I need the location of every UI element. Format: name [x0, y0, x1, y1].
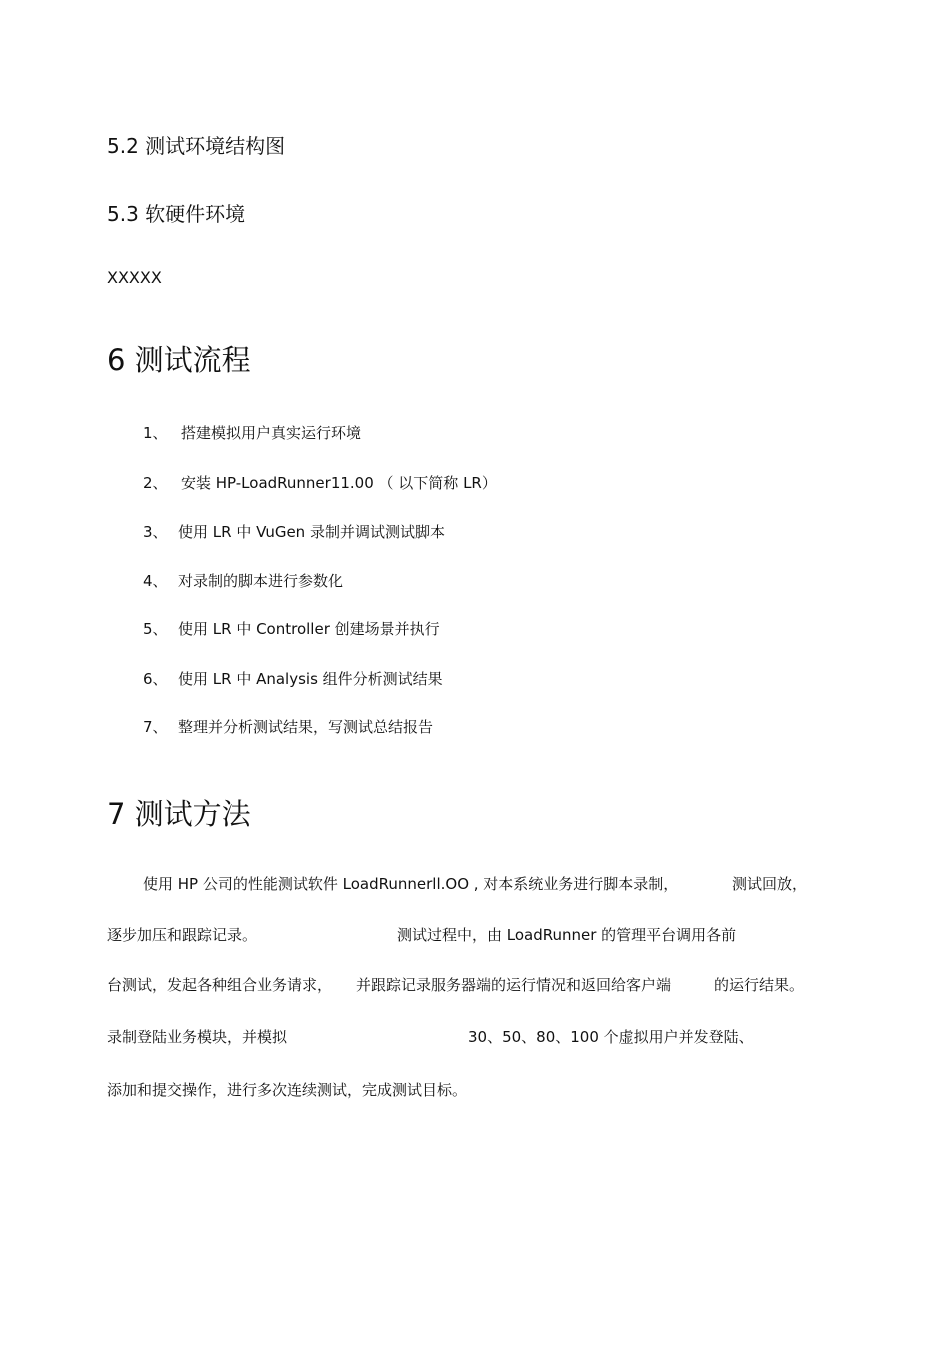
- paragraph-line-fragment: 测试回放，: [732, 875, 808, 893]
- list-item-number: 4、: [143, 572, 168, 590]
- paragraph-line: 使用 HP 公司的性能测试软件 LoadRunnerll.OO , 对本系统业务进行脚本录制，: [143, 875, 679, 893]
- section-heading-5-3: 5.3 软硬件环境: [107, 202, 246, 226]
- chapter-heading-7: 7 测试方法: [107, 797, 251, 831]
- list-item-text: 对录制的脚本进行参数化: [178, 572, 344, 590]
- paragraph-line-fragment: 并跟踪记录服务器端的运行情况和返回给客户端: [356, 976, 672, 994]
- list-item-number: 1、: [143, 424, 168, 442]
- list-item-text: 安装 HP-LoadRunner11.00 （ 以下简称 LR）: [181, 474, 497, 492]
- list-item-number: 5、: [143, 620, 168, 638]
- list-item-text: 整理并分析测试结果，写测试总结报告: [178, 718, 434, 736]
- paragraph-line-fragment: 30、50、80、100 个虚拟用户并发登陆、: [468, 1028, 754, 1046]
- list-item-number: 3、: [143, 523, 168, 541]
- list-item-text: 搭建模拟用户真实运行环境: [181, 424, 362, 442]
- list-item-text: 使用 LR 中 Controller 创建场景并执行: [178, 620, 440, 638]
- list-item-text: 使用 LR 中 Analysis 组件分析测试结果: [178, 670, 443, 688]
- list-item-number: 6、: [143, 670, 168, 688]
- paragraph-line: 添加和提交操作，进行多次连续测试，完成测试目标。: [107, 1081, 468, 1099]
- list-item-text: 使用 LR 中 VuGen 录制并调试测试脚本: [178, 523, 445, 541]
- paragraph-line: 台测试，发起各种组合业务请求，: [107, 976, 333, 994]
- list-item-number: 7、: [143, 718, 168, 736]
- section-heading-5-2: 5.2 测试环境结构图: [107, 134, 286, 158]
- paragraph-line: 逐步加压和跟踪记录。: [107, 926, 258, 944]
- paragraph-line: 录制登陆业务模块，并模拟: [107, 1028, 288, 1046]
- paragraph-line-fragment: 的运行结果。: [714, 976, 805, 994]
- paragraph-line-fragment: 测试过程中，由 LoadRunner 的管理平台调用各前: [397, 926, 737, 944]
- section-5-3-body: XXXXX: [107, 268, 162, 287]
- list-item-number: 2、: [143, 474, 168, 492]
- chapter-heading-6: 6 测试流程: [107, 343, 251, 377]
